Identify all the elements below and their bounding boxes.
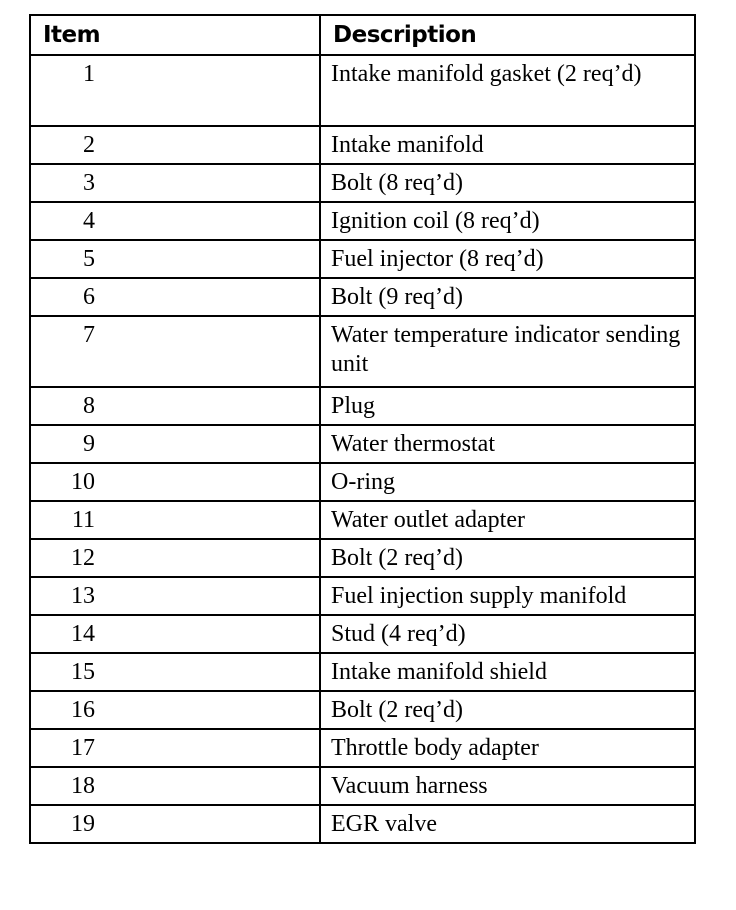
item-number: 16 <box>71 697 95 723</box>
table-row <box>30 463 695 501</box>
item-number: 14 <box>71 621 95 647</box>
table-row <box>30 316 695 387</box>
item-number-cell <box>30 577 320 615</box>
item-description: EGR valve <box>320 805 695 843</box>
item-number: 5 <box>83 246 95 272</box>
table-row <box>30 126 695 164</box>
item-number: 3 <box>83 170 95 196</box>
item-description: Ignition coil (8 req’d) <box>320 202 695 240</box>
table-body <box>30 55 695 843</box>
item-number-cell <box>30 691 320 729</box>
header-item: Item <box>30 15 320 55</box>
item-number-cell <box>30 729 320 767</box>
item-description: O-ring <box>320 463 695 501</box>
header-row <box>30 15 695 55</box>
item-description: Intake manifold gasket (2 req’d) <box>320 55 695 126</box>
item-number: 7 <box>83 322 95 348</box>
item-description: Water thermostat <box>320 425 695 463</box>
item-description: Vacuum harness <box>320 767 695 805</box>
item-description: Bolt (2 req’d) <box>320 539 695 577</box>
table-row <box>30 278 695 316</box>
item-number: 1 <box>83 61 95 87</box>
item-number-cell <box>30 55 320 126</box>
item-number: 8 <box>83 393 95 419</box>
item-number: 9 <box>83 431 95 457</box>
item-number: 6 <box>83 284 95 310</box>
table-row <box>30 164 695 202</box>
item-number-cell <box>30 463 320 501</box>
item-description: Bolt (8 req’d) <box>320 164 695 202</box>
parts-table <box>29 14 696 844</box>
item-number-cell <box>30 767 320 805</box>
item-number-cell <box>30 202 320 240</box>
item-number-cell <box>30 501 320 539</box>
item-description: Plug <box>320 387 695 425</box>
table-row <box>30 577 695 615</box>
header-description: Description <box>320 15 695 55</box>
table-row <box>30 425 695 463</box>
item-number-cell <box>30 425 320 463</box>
item-number: 2 <box>83 132 95 158</box>
item-number-cell <box>30 805 320 843</box>
item-number-cell <box>30 164 320 202</box>
item-description: Stud (4 req’d) <box>320 615 695 653</box>
table-row <box>30 202 695 240</box>
item-description: Bolt (9 req’d) <box>320 278 695 316</box>
item-number: 13 <box>71 583 95 609</box>
item-number: 15 <box>71 659 95 685</box>
table-row <box>30 691 695 729</box>
table-row <box>30 539 695 577</box>
item-number-cell <box>30 278 320 316</box>
item-description: Water temperature indicator sending unit <box>320 316 695 387</box>
table-row <box>30 387 695 425</box>
item-description: Bolt (2 req’d) <box>320 691 695 729</box>
table-row <box>30 615 695 653</box>
item-number-cell <box>30 615 320 653</box>
item-number: 18 <box>71 773 95 799</box>
item-number-cell <box>30 653 320 691</box>
item-number: 4 <box>83 208 95 234</box>
item-number-cell <box>30 539 320 577</box>
item-number: 17 <box>71 735 95 761</box>
table-row <box>30 240 695 278</box>
item-number: 10 <box>71 469 95 495</box>
table-row <box>30 653 695 691</box>
item-number: 11 <box>71 507 95 533</box>
table-row <box>30 729 695 767</box>
item-description: Fuel injection supply manifold <box>320 577 695 615</box>
item-description: Throttle body adapter <box>320 729 695 767</box>
table-row <box>30 55 695 126</box>
item-number-cell <box>30 240 320 278</box>
item-number-cell <box>30 387 320 425</box>
item-number: 19 <box>71 811 95 837</box>
table-row <box>30 767 695 805</box>
item-description: Intake manifold shield <box>320 653 695 691</box>
item-description: Fuel injector (8 req’d) <box>320 240 695 278</box>
item-number-cell <box>30 316 320 387</box>
table-row <box>30 501 695 539</box>
item-number: 12 <box>71 545 95 571</box>
table-row <box>30 805 695 843</box>
item-description: Intake manifold <box>320 126 695 164</box>
item-number-cell <box>30 126 320 164</box>
item-description: Water outlet adapter <box>320 501 695 539</box>
